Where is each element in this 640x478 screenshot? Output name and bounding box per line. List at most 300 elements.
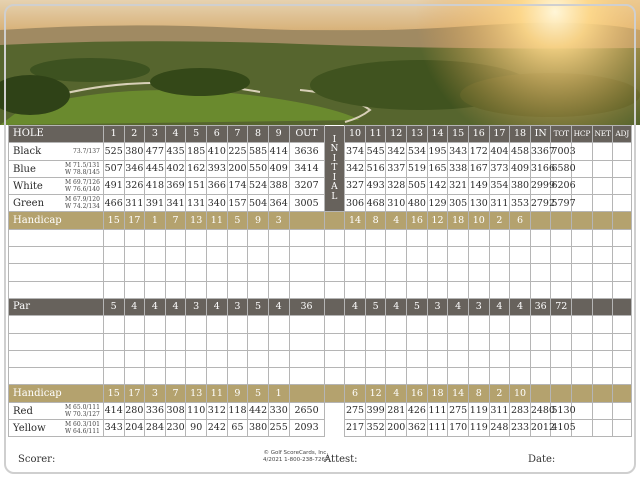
hole-number: 4 — [165, 126, 186, 143]
score-cell — [268, 264, 289, 281]
yardage: 110 — [186, 402, 207, 419]
score-cell — [227, 316, 248, 333]
score-cell — [165, 350, 186, 367]
score-cell — [427, 281, 448, 298]
score-cell — [427, 368, 448, 385]
score-cell — [365, 333, 386, 350]
score-cell — [551, 368, 572, 385]
yardage: 534 — [407, 143, 428, 160]
score-cell — [613, 195, 632, 212]
score-cell — [592, 298, 613, 315]
hole-label: HOLE — [9, 126, 104, 143]
yardage: 380 — [124, 143, 145, 160]
score-cell — [365, 350, 386, 367]
rating-line: W 74.2/134 — [64, 203, 100, 211]
score-cell — [489, 368, 510, 385]
score-cell — [145, 264, 166, 281]
tot-total: 5130 — [551, 402, 572, 419]
score-cell — [613, 212, 632, 229]
rating-line: M 60.3/101 — [65, 421, 100, 429]
score-cell — [613, 229, 632, 246]
handicap-value: 16 — [407, 212, 428, 229]
yardage: 275 — [448, 402, 469, 419]
yardage: 343 — [103, 420, 124, 437]
yardage: 505 — [407, 177, 428, 194]
score-cell — [324, 350, 345, 367]
score-cell — [592, 281, 613, 298]
score-cell — [9, 264, 104, 281]
score-cell — [613, 247, 632, 264]
tee-name-cell — [9, 402, 104, 419]
copyright-line-1: © Golf ScoreCards, Inc. — [263, 450, 329, 456]
handicap-value: 10 — [510, 385, 531, 402]
yardage: 338 — [448, 160, 469, 177]
score-cell — [572, 368, 593, 385]
handicap-value: 7 — [165, 385, 186, 402]
score-cell — [427, 247, 448, 264]
hole-number: 5 — [186, 126, 207, 143]
yardage: 477 — [145, 143, 166, 160]
score-cell — [448, 333, 469, 350]
blank-score-row — [9, 281, 632, 298]
hole-number: 13 — [407, 126, 428, 143]
score-cell — [103, 264, 124, 281]
score-cell — [592, 160, 613, 177]
tee-row — [9, 195, 632, 212]
score-cell — [186, 316, 207, 333]
handicap-value: 14 — [448, 385, 469, 402]
par-value: 4 — [268, 298, 289, 315]
score-cell — [345, 247, 366, 264]
score-cell — [9, 281, 104, 298]
score-cell — [613, 177, 632, 194]
initial-letter: I — [332, 153, 337, 164]
hole-number: 14 — [427, 126, 448, 143]
score-cell — [407, 333, 428, 350]
score-cell — [572, 264, 593, 281]
score-cell — [289, 333, 324, 350]
score-cell — [407, 247, 428, 264]
tot-label: TOT — [551, 126, 572, 143]
score-cell — [530, 281, 551, 298]
score-cell — [227, 264, 248, 281]
score-cell — [165, 316, 186, 333]
yardage: 131 — [186, 195, 207, 212]
yardage: 525 — [103, 143, 124, 160]
in-total: 2012 — [530, 420, 551, 437]
par-value: 4 — [510, 298, 531, 315]
yardage: 354 — [489, 177, 510, 194]
out-total: 3207 — [289, 177, 324, 194]
handicap-value: 6 — [510, 212, 531, 229]
score-cell — [365, 368, 386, 385]
rating-line: W 64.6/111 — [64, 428, 100, 436]
yardage: 200 — [386, 420, 407, 437]
course-photo — [0, 0, 640, 125]
yardage: 281 — [386, 402, 407, 419]
score-cell — [551, 350, 572, 367]
yardage: 362 — [407, 420, 428, 437]
in-total: 2999 — [530, 177, 551, 194]
score-cell — [9, 247, 104, 264]
score-cell — [613, 368, 632, 385]
score-cell — [489, 281, 510, 298]
score-cell — [510, 316, 531, 333]
score-cell — [530, 333, 551, 350]
handicap-value: 5 — [248, 385, 269, 402]
score-cell — [227, 333, 248, 350]
yardage: 330 — [268, 402, 289, 419]
score-cell — [9, 333, 104, 350]
rating-line: W 70.3/127 — [64, 410, 100, 418]
score-cell — [407, 368, 428, 385]
yardage: 311 — [489, 402, 510, 419]
tot-total: 7003 — [551, 143, 572, 160]
in-total: 2792 — [530, 195, 551, 212]
yardage: 442 — [248, 402, 269, 419]
score-cell — [386, 229, 407, 246]
yardage: 165 — [427, 160, 448, 177]
yardage: 119 — [468, 420, 489, 437]
handicap-value: 8 — [468, 385, 489, 402]
out-total — [289, 212, 324, 229]
yardage: 142 — [427, 177, 448, 194]
score-cell — [324, 264, 345, 281]
yardage: 284 — [145, 420, 166, 437]
score-cell — [489, 333, 510, 350]
score-cell — [186, 368, 207, 385]
yardage: 519 — [407, 160, 428, 177]
handicap-value: 8 — [365, 212, 386, 229]
score-cell — [448, 247, 469, 264]
yardage: 380 — [510, 177, 531, 194]
yardage: 380 — [248, 420, 269, 437]
out-label: OUT — [289, 126, 324, 143]
rating-line: M 67.9/120 — [65, 196, 100, 204]
score-cell — [530, 368, 551, 385]
yardage: 275 — [345, 402, 366, 419]
handicap-value: 11 — [207, 385, 228, 402]
yardage: 391 — [145, 195, 166, 212]
yardage: 343 — [448, 143, 469, 160]
attest-label: Attest: — [324, 454, 358, 465]
score-cell — [345, 316, 366, 333]
score-cell — [448, 368, 469, 385]
yardage: 311 — [124, 195, 145, 212]
score-cell — [468, 368, 489, 385]
yardage: 346 — [124, 160, 145, 177]
yardage: 341 — [165, 195, 186, 212]
blank-cell — [324, 298, 345, 315]
score-cell — [530, 385, 551, 402]
score-cell — [268, 316, 289, 333]
score-cell — [510, 350, 531, 367]
hole-number: 15 — [448, 126, 469, 143]
handicap-value: 9 — [227, 385, 248, 402]
score-cell — [613, 160, 632, 177]
score-cell — [613, 281, 632, 298]
score-cell — [386, 247, 407, 264]
score-cell — [510, 264, 531, 281]
yardage: 255 — [268, 420, 289, 437]
yardage: 118 — [227, 402, 248, 419]
handicap-label: Handicap — [9, 385, 104, 402]
score-cell — [345, 333, 366, 350]
score-cell — [530, 350, 551, 367]
tee-name-cell — [9, 160, 104, 177]
yardage: 418 — [145, 177, 166, 194]
out-total — [289, 385, 324, 402]
yardage: 414 — [268, 143, 289, 160]
score-cell — [592, 229, 613, 246]
yardage: 327 — [345, 177, 366, 194]
yardage: 167 — [468, 160, 489, 177]
score-cell — [448, 316, 469, 333]
score-cell — [103, 247, 124, 264]
par-tot: 72 — [551, 298, 572, 315]
yardage: 90 — [186, 420, 207, 437]
yardage: 409 — [268, 160, 289, 177]
score-cell — [103, 350, 124, 367]
score-cell — [407, 229, 428, 246]
score-cell — [227, 229, 248, 246]
out-total: 3414 — [289, 160, 324, 177]
score-cell — [145, 350, 166, 367]
yardage: 111 — [427, 420, 448, 437]
tee-name: Blue — [13, 163, 36, 175]
score-cell — [289, 281, 324, 298]
par-value: 5 — [103, 298, 124, 315]
tee-rating — [65, 196, 100, 210]
hole-number: 17 — [489, 126, 510, 143]
score-cell — [207, 350, 228, 367]
score-cell — [345, 350, 366, 367]
score-cell — [572, 350, 593, 367]
yardage: 242 — [207, 420, 228, 437]
score-cell — [248, 350, 269, 367]
score-cell — [510, 247, 531, 264]
score-cell — [165, 229, 186, 246]
yardage: 308 — [165, 402, 186, 419]
initial-column — [324, 126, 345, 212]
yardage: 280 — [124, 402, 145, 419]
yardage: 414 — [103, 402, 124, 419]
tee-name: Green — [13, 198, 45, 210]
score-cell — [572, 333, 593, 350]
hole-number: 10 — [345, 126, 366, 143]
score-cell — [613, 402, 632, 419]
handicap-label: Handicap — [9, 212, 104, 229]
par-value: 4 — [165, 298, 186, 315]
yardage: 151 — [186, 177, 207, 194]
yardage: 174 — [227, 177, 248, 194]
score-cell — [489, 229, 510, 246]
blank-score-row — [9, 316, 632, 333]
blank-score-row — [9, 333, 632, 350]
yardage: 353 — [510, 195, 531, 212]
yardage: 342 — [386, 143, 407, 160]
score-cell — [324, 316, 345, 333]
yardage: 321 — [448, 177, 469, 194]
blank-cell — [324, 212, 345, 229]
yardage: 445 — [145, 160, 166, 177]
score-cell — [592, 385, 613, 402]
yardage: 326 — [124, 177, 145, 194]
par-row — [9, 298, 632, 315]
score-cell — [613, 143, 632, 160]
yardage: 393 — [207, 160, 228, 177]
yardage: 366 — [207, 177, 228, 194]
score-cell — [365, 264, 386, 281]
score-cell — [489, 247, 510, 264]
yardage: 524 — [248, 177, 269, 194]
tee-name-cell — [9, 177, 104, 194]
score-cell — [407, 316, 428, 333]
score-cell — [186, 333, 207, 350]
par-value: 4 — [145, 298, 166, 315]
score-cell — [9, 368, 104, 385]
handicap-value: 3 — [268, 212, 289, 229]
score-cell — [9, 316, 104, 333]
yardage: 550 — [248, 160, 269, 177]
rating-line: W 76.6/140 — [64, 185, 100, 193]
copyright — [263, 450, 329, 463]
score-cell — [365, 229, 386, 246]
par-value: 5 — [248, 298, 269, 315]
score-cell — [165, 264, 186, 281]
score-cell — [186, 281, 207, 298]
score-cell — [365, 281, 386, 298]
score-cell — [248, 264, 269, 281]
handicap-value: 2 — [489, 212, 510, 229]
score-cell — [592, 247, 613, 264]
tee-rating — [65, 421, 100, 435]
handicap-row — [9, 385, 632, 402]
score-cell — [572, 316, 593, 333]
tee-name-cell — [9, 143, 104, 160]
yardage: 312 — [207, 402, 228, 419]
yardage: 426 — [407, 402, 428, 419]
yardage: 342 — [345, 160, 366, 177]
score-cell — [268, 333, 289, 350]
scorer-label: Scorer: — [18, 454, 56, 465]
in-label: IN — [530, 126, 551, 143]
score-cell — [510, 333, 531, 350]
score-cell — [530, 316, 551, 333]
yardage: 283 — [510, 402, 531, 419]
score-cell — [572, 298, 593, 315]
score-cell — [386, 316, 407, 333]
score-cell — [592, 177, 613, 194]
yardage: 336 — [145, 402, 166, 419]
score-cell — [551, 281, 572, 298]
par-label: Par — [9, 298, 104, 315]
score-cell — [289, 316, 324, 333]
score-cell — [207, 316, 228, 333]
initial-letter: N — [330, 144, 339, 155]
score-cell — [227, 281, 248, 298]
score-cell — [248, 368, 269, 385]
score-cell — [613, 316, 632, 333]
in-total: 3166 — [530, 160, 551, 177]
blank-cell — [324, 420, 345, 437]
score-cell — [592, 316, 613, 333]
out-total: 3636 — [289, 143, 324, 160]
blank-score-row — [9, 368, 632, 385]
par-value: 3 — [468, 298, 489, 315]
yardage: 480 — [407, 195, 428, 212]
score-cell — [551, 247, 572, 264]
handicap-value: 4 — [386, 212, 407, 229]
score-cell — [186, 247, 207, 264]
yardage: 399 — [365, 402, 386, 419]
score-cell — [386, 350, 407, 367]
tee-row — [9, 402, 632, 419]
yardage: 409 — [510, 160, 531, 177]
score-cell — [248, 247, 269, 264]
handicap-value: 9 — [248, 212, 269, 229]
score-cell — [427, 316, 448, 333]
yardage: 129 — [427, 195, 448, 212]
handicap-value: 17 — [124, 212, 145, 229]
handicap-value: 1 — [268, 385, 289, 402]
score-cell — [165, 247, 186, 264]
par-value: 4 — [345, 298, 366, 315]
score-cell — [227, 350, 248, 367]
yardage: 585 — [248, 143, 269, 160]
yardage: 545 — [365, 143, 386, 160]
score-cell — [103, 281, 124, 298]
score-cell — [207, 368, 228, 385]
score-cell — [268, 350, 289, 367]
score-cell — [530, 212, 551, 229]
hole-number: 18 — [510, 126, 531, 143]
handicap-value: 15 — [103, 385, 124, 402]
score-cell — [165, 281, 186, 298]
hole-number: 2 — [124, 126, 145, 143]
par-in: 36 — [530, 298, 551, 315]
date-label: Date: — [528, 454, 556, 465]
tee-rating — [65, 179, 100, 193]
score-cell — [448, 264, 469, 281]
score-cell — [468, 247, 489, 264]
yardage: 230 — [165, 420, 186, 437]
initial-letter: I — [332, 134, 337, 145]
score-cell — [345, 281, 366, 298]
yardage: 119 — [468, 402, 489, 419]
tee-name-cell — [9, 420, 104, 437]
score-cell — [289, 264, 324, 281]
tee-rating — [73, 148, 100, 155]
yardage: 311 — [489, 195, 510, 212]
yardage: 507 — [103, 160, 124, 177]
tee-rating — [65, 404, 100, 418]
handicap-value: 1 — [145, 212, 166, 229]
par-value: 3 — [186, 298, 207, 315]
handicap-value: 3 — [145, 385, 166, 402]
handicap-row — [9, 212, 632, 229]
score-cell — [551, 264, 572, 281]
initial-letter: T — [331, 163, 338, 174]
score-cell — [489, 316, 510, 333]
yardage: 373 — [489, 160, 510, 177]
score-cell — [592, 143, 613, 160]
yardage: 111 — [427, 402, 448, 419]
score-cell — [468, 350, 489, 367]
out-total: 2093 — [289, 420, 324, 437]
rating-line: M 65.0/111 — [65, 403, 100, 411]
score-cell — [268, 368, 289, 385]
